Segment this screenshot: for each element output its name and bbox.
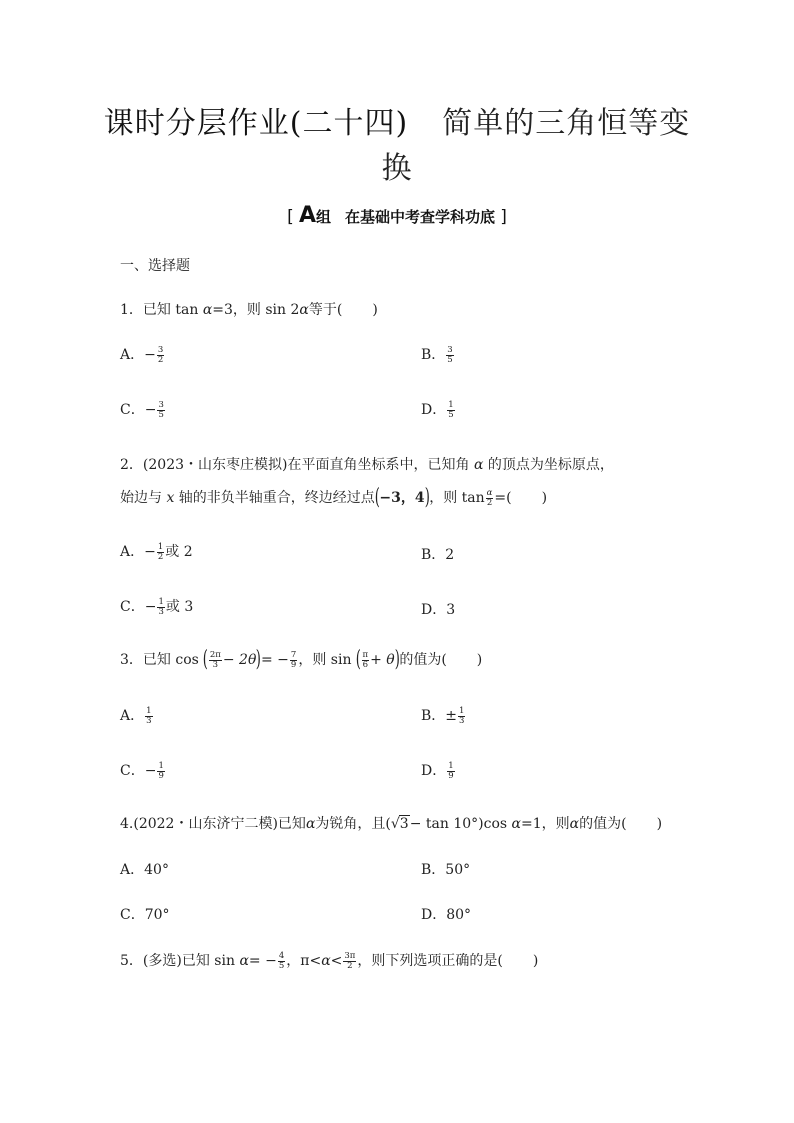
group-letter: A — [298, 203, 316, 228]
question-5: 5．(多选)已知 sin α= − $\frac{4}{5}$ ，π<α< $\frac{3\pi}{2}$ ，则下列选项正确的是( ) — [120, 951, 539, 971]
option-4b[interactable]: B．50° — [421, 862, 471, 878]
question-1: 1．已知 tan α=3，则 sin 2α等于( ) — [120, 302, 378, 318]
option-2a[interactable]: A．− $\frac{1}{2}$ 或 2 — [120, 542, 193, 562]
option-1a[interactable]: A．− $\frac{3}{2}$ — [120, 345, 164, 365]
group-heading: [ A组 在基础中考查学科功底 ] — [287, 203, 507, 228]
option-3a[interactable]: A． $\frac{1}{3}$ — [120, 706, 152, 726]
question-4: 4.(2022・山东济宁二模)已知α为锐角，且(√3− tan 10°)cos α=1，则α的值为( ) — [120, 816, 663, 832]
option-4a[interactable]: A．40° — [120, 862, 169, 878]
page-title: 课时分层作业(二十四) 简单的三角恒等变 — [103, 106, 691, 141]
question-2-line2: 始边与 x 轴的非负半轴重合，终边经过点(−3，4)，则 tan $\frac{\alpha}{2}$ =( ) — [120, 485, 548, 510]
option-4c[interactable]: C．70° — [120, 907, 170, 923]
page-title-continued: 换 — [381, 151, 413, 186]
option-3c[interactable]: C．− $\frac{1}{9}$ — [120, 761, 164, 781]
option-2c[interactable]: C．− $\frac{1}{3}$ 或 3 — [120, 597, 194, 617]
option-3b[interactable]: B．± $\frac{1}{3}$ — [421, 706, 465, 726]
section-title: 一、选择题 — [120, 258, 190, 274]
option-2b[interactable]: B．2 — [421, 547, 455, 563]
option-3d[interactable]: D． $\frac{1}{9}$ — [421, 761, 454, 781]
title-topic: 简单的三角恒等变 — [442, 106, 691, 141]
question-2: 2．(2023・山东枣庄模拟)在平面直角坐标系中，已知角 α 的顶点为坐标原点， — [120, 457, 614, 473]
option-1b[interactable]: B． $\frac{3}{5}$ — [421, 345, 453, 365]
option-4d[interactable]: D．80° — [421, 907, 472, 923]
option-1c[interactable]: C．− $\frac{3}{5}$ — [120, 400, 164, 420]
group-description: 在基础中考查学科功底 — [345, 208, 496, 226]
option-2d[interactable]: D．3 — [421, 602, 456, 618]
option-1d[interactable]: D． $\frac{1}{5}$ — [421, 400, 454, 420]
question-3: 3．已知 cos ( $\frac{2\pi}{3}$ − 2θ)= − $\frac{7}{9}$ ，则 sin ( $\frac{\pi}{6}$ + θ)的值为( ) — [120, 647, 483, 672]
